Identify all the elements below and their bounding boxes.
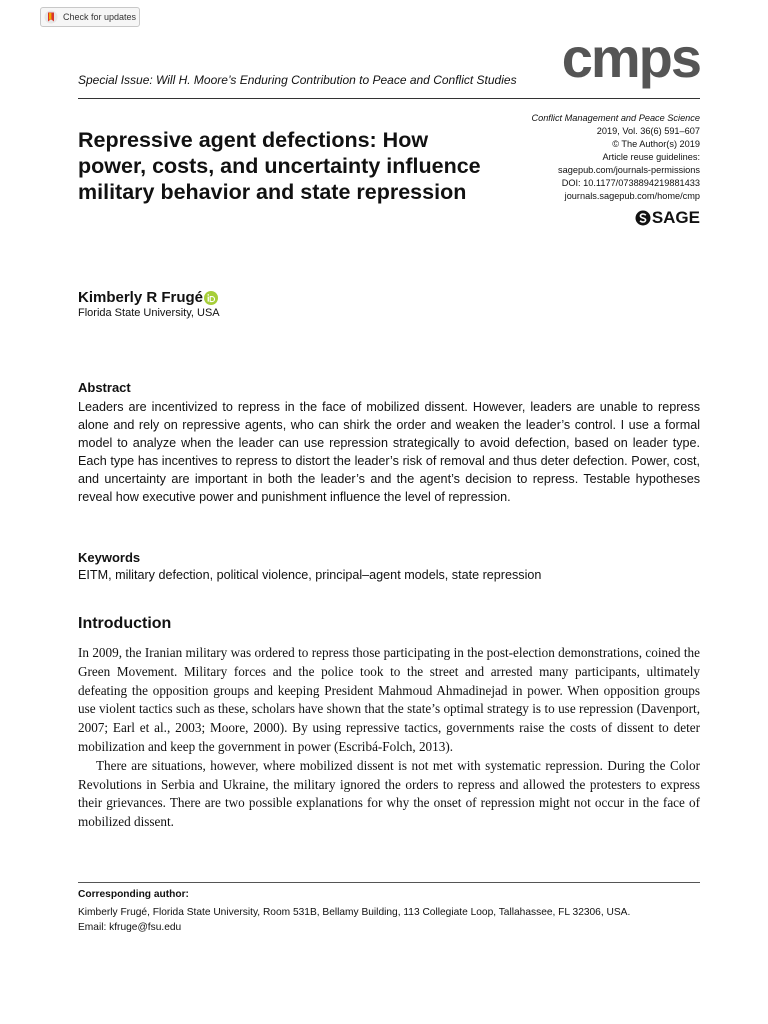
intro-paragraph-2: There are situations, however, where mobilized dissent is not met with systematic repression. During the Color Revolutions in Serbia and Ukraine, the military ignored the orders to repress and allowed the protesters to express their grievances. There are two possible explanations for why the onset of repression might not occur in the face of mobilized dissent. bbox=[78, 757, 700, 830]
article-title: Repressive agent defections: How power, costs, and uncertainty influence military behavior and state repression bbox=[78, 128, 481, 204]
corresponding-author-details bbox=[78, 905, 630, 935]
author-name: Kimberly R Frugé bbox=[78, 289, 204, 306]
volume-info: 2019, Vol. 36(6) 591–607 bbox=[596, 126, 700, 136]
author-affiliation: Florida State University, USA bbox=[78, 307, 220, 319]
bookmark-update-icon bbox=[44, 10, 58, 24]
journal-logo: cmps bbox=[561, 26, 700, 89]
author-line bbox=[78, 289, 218, 306]
keywords-heading: Keywords bbox=[78, 550, 141, 565]
header-divider bbox=[78, 98, 700, 99]
footnote-divider bbox=[78, 882, 700, 883]
publisher-name: SAGE bbox=[651, 208, 700, 227]
permissions-link[interactable]: sagepub.com/journals-permissions bbox=[558, 165, 700, 175]
introduction-body bbox=[78, 644, 700, 832]
introduction-heading: Introduction bbox=[78, 615, 172, 632]
orcid-icon[interactable] bbox=[204, 291, 218, 305]
intro-paragraph-1: In 2009, the Iranian military was ordered to repress those participating in the post-election demonstrations, coined the Green Movement. Military forces and the police took to the street and arrested many participants, ultimately defeating the opposition groups and keeping President Mahmoud Ahmadinejad in power. When opposition groups use violent tactics such as these, scholars have shown that the state’s optimal strategy is to use repression (Davenport, 2007; Earl et al., 2003; Moore, 2000). By using repressive tactics, governments raise the costs of dissent to deter mobilization and keep the government in power (Escribá-Folch, 2013). bbox=[78, 645, 700, 754]
keywords-text: EITM, military defection, political violence, principal–agent models, state repression bbox=[78, 568, 542, 582]
check-for-updates-badge[interactable] bbox=[40, 7, 140, 27]
abstract-text: Leaders are incentivized to repress in the face of mobilized dissent. However, leaders are unable to repress alone and rely on repressive agents, who can shirk the order and weaken the leader’s control. I use a formal model to analyze when the leader can use repression strategically to avoid defection, based on leader type. Each type has incentives to repress to distort the leader’s risk of removal and thus deter defection. Power, cost, and uncertainty are important in both the leader’s and the agent’s decision to repress. Testable hypotheses reveal how executive power and punishment influence the level of repression. bbox=[78, 400, 700, 504]
reuse-label: Article reuse guidelines: bbox=[602, 152, 700, 162]
corresponding-email[interactable]: Email: kfruge@fsu.edu bbox=[78, 922, 182, 933]
check-for-updates-label: Check for updates bbox=[63, 12, 137, 22]
publisher-logo bbox=[635, 208, 700, 228]
doi[interactable]: DOI: 10.1177/0738894219881433 bbox=[561, 178, 700, 188]
journal-name: Conflict Management and Peace Science bbox=[531, 113, 700, 123]
corresponding-author-heading: Corresponding author: bbox=[78, 889, 189, 900]
abstract-heading: Abstract bbox=[78, 380, 131, 395]
corresponding-address: Kimberly Frugé, Florida State University, Room 531B, Bellamy Building, 113 Collegiate Loop, Tallahassee, FL 32306, USA. bbox=[78, 907, 631, 918]
journal-home-link[interactable]: journals.sagepub.com/home/cmp bbox=[564, 191, 700, 201]
special-issue-line: Special Issue: Will H. Moore’s Enduring Contribution to Peace and Conflict Studies bbox=[78, 73, 517, 87]
copyright: © The Author(s) 2019 bbox=[612, 139, 700, 149]
sage-mark-icon bbox=[635, 210, 651, 226]
